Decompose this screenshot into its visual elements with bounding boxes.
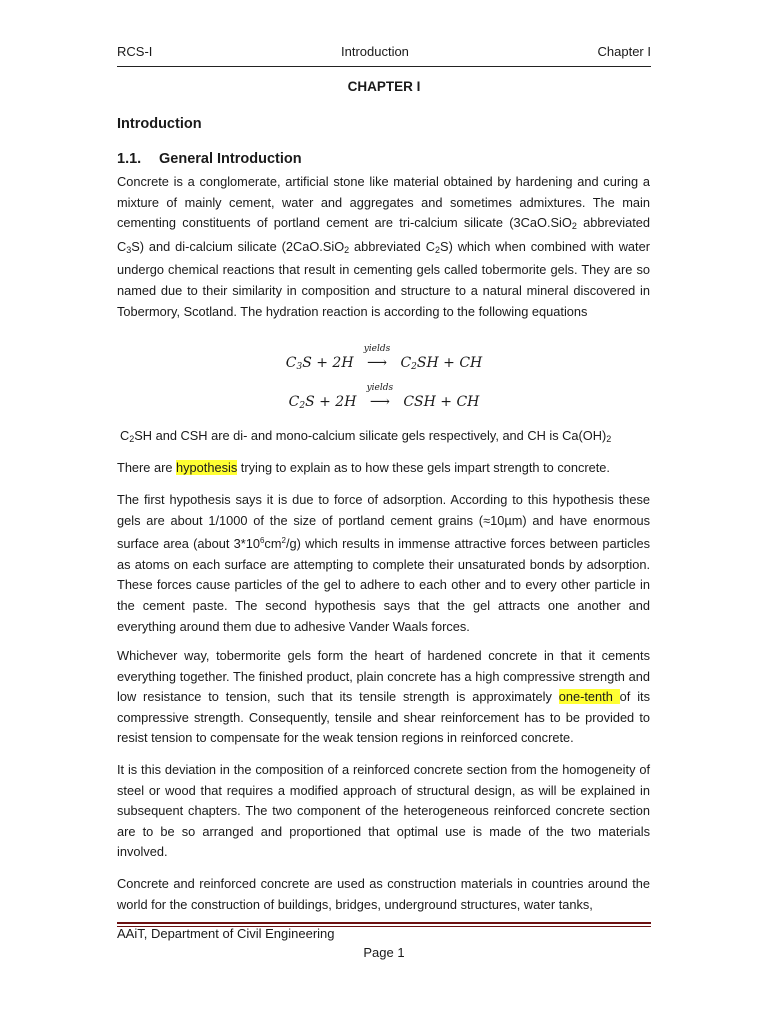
highlighted-text: one-tenth <box>558 689 620 705</box>
note-text-b: SH and CSH are di- and mono-calcium silicate gels respectively, and CH is Ca(OH) <box>134 428 607 443</box>
p3-text-a: The first hypothesis says it is due to force of adsorption. According to this hypothesis these gels are about 1/1000 of the size of portland cement grains (≈10µm) and have enormous surface area (about 3*10 <box>117 492 650 552</box>
p3-text-b: cm <box>264 536 282 552</box>
p1-text-c: S) and di-calcium silicate (2CaO.SiO <box>131 238 345 254</box>
p1-text-e: S) which when combined with water undergo chemical reactions that result in cementing gels called tobermorite gels. They are so named due to their similarity in composition and structure to a natural mineral discovered in Tobermory, Scotland. The hydration reaction is according to the following equations <box>117 238 650 319</box>
p1-sub-4: 2 <box>435 244 441 255</box>
footer-department: AAiT, Department of Civil Engineering <box>117 926 335 941</box>
note-sub-2: 2 <box>606 434 612 444</box>
eq2-rhs: CSH + CH <box>403 394 480 410</box>
p1-text-d: abbreviated C <box>349 238 436 254</box>
eq2-lhs-rest: S + 2H <box>305 394 357 410</box>
paragraph-3 <box>117 490 650 637</box>
intro-heading: Introduction <box>117 116 202 132</box>
eq1-rhs-sub: 2 <box>411 362 417 372</box>
section-heading <box>117 151 302 167</box>
header-center: Introduction <box>340 44 409 59</box>
yields-arrow: yields ⟶ <box>361 394 399 410</box>
running-header <box>117 44 651 59</box>
p4-text-post: of its compressive strength. Consequently, tensile and shear reinforcement has to be provided to resist tension to compensate for the weak tension regions in reinforced concrete. <box>117 689 650 746</box>
paragraph-2 <box>117 458 650 479</box>
p3-sup-2: 2 <box>281 536 286 546</box>
p1-sub-1: 2 <box>571 221 577 232</box>
footer-divider <box>117 922 651 924</box>
paragraph-1 <box>117 172 650 322</box>
p1-text-a: Concrete is a conglomerate, artificial stone like material obtained by hardening and curing a mixture of mainly cement, water and aggregates and sometimes admixtures. The main cementing constituents of portland cement are tri-calcium silicate (3CaO.SiO <box>117 174 650 231</box>
eq1-lhs-sub: 3 <box>296 362 303 372</box>
paragraph-5: It is this deviation in the composition of a reinforced concrete section from the homogeneity of steel or wood that requires a modified approach of structural design, as will be explained in subsequent chapters. The two component of the heterogeneous reinforced concrete section are to be so arranged and proportioned that optimal use is made of the two materials involved. <box>117 762 650 860</box>
p1-sub-2: 3 <box>126 244 132 255</box>
paragraph-6: Concrete and reinforced concrete are used as construction materials in countries around the world for the construction of buildings, bridges, underground structures, water tanks, <box>117 876 650 912</box>
eq1-arrow-label: yields <box>363 344 391 354</box>
highlighted-text: hypothesis <box>176 460 238 475</box>
equation-2 <box>117 383 651 411</box>
equation-1 <box>117 344 651 372</box>
p2-text-post: trying to explain as to how these gels impart strength to concrete. <box>237 460 610 475</box>
eq1-rhs-rest: SH + CH <box>416 355 483 371</box>
paragraph-4 <box>117 646 650 749</box>
note-sub-1: 2 <box>129 434 135 444</box>
eq2-arrow-label: yields <box>366 383 394 393</box>
p1-sub-3: 2 <box>344 244 350 255</box>
eq1-rhs: C <box>400 355 412 371</box>
section-number: 1.1. <box>117 151 142 167</box>
eq2-lhs-sub: 2 <box>299 401 306 411</box>
p3-text-c: /g) which results in immense attractive forces between particles as atoms on each surface are attempting to complete their unsaturated bonds by adsorption. These forces cause particles of the gel to adhere to each other and to every other particle in the cement paste. The second hypothesis says that the gel attracts one another and everything around them due to adhesive Vander Waals forces. <box>117 536 650 634</box>
section-title: General Introduction <box>159 151 302 167</box>
note-text-a: C <box>120 428 130 443</box>
page-number: Page 1 <box>363 945 405 960</box>
header-left: RCS-I <box>117 44 153 59</box>
p4-text-pre: Whichever way, tobermorite gels form the heart of hardened concrete in that it cements everything together. The finished product, plain concrete has a high compressive strength and low resistance to tension, such that its tensile strength is approximately <box>117 648 650 705</box>
chapter-title: CHAPTER I <box>347 79 421 94</box>
gel-note <box>117 426 653 450</box>
p1-text-b: abbreviated C <box>117 215 650 254</box>
yields-arrow: yields ⟶ <box>358 355 396 371</box>
eq1-lhs-rest: S + 2H <box>302 355 354 371</box>
eq2-lhs: C <box>288 394 300 410</box>
header-divider <box>117 66 651 67</box>
eq1-lhs: C <box>285 355 297 371</box>
p3-sup-1: 6 <box>259 536 265 546</box>
header-right: Chapter I <box>597 44 651 59</box>
p2-text-pre: There are <box>117 460 177 475</box>
